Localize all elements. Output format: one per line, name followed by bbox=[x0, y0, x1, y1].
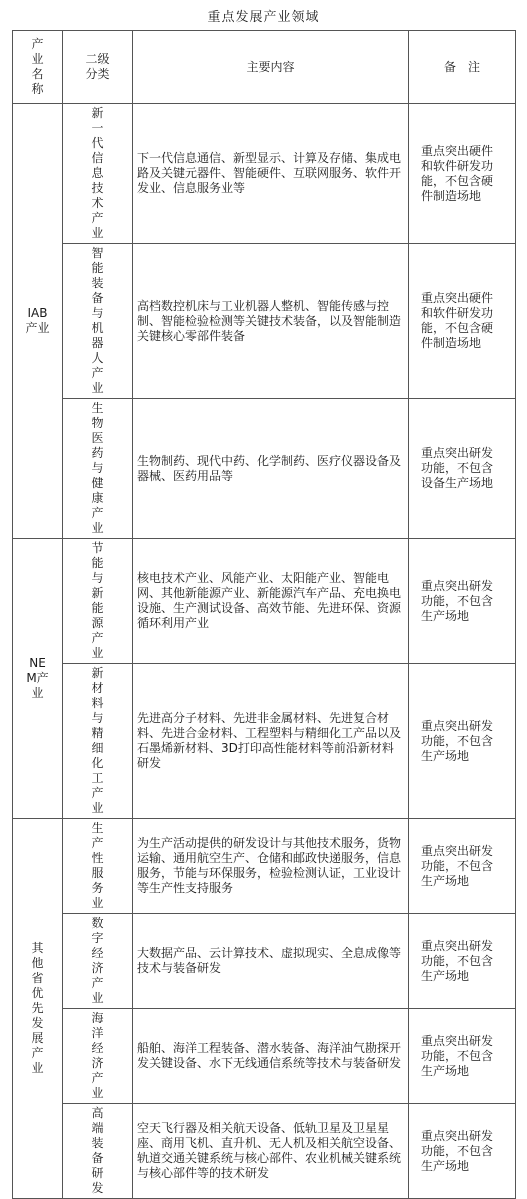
table-row bbox=[13, 664, 516, 819]
main-content: 生物制药、现代中药、化学制药、医疗仪器设备及器械、医药用品等 bbox=[133, 399, 409, 539]
sub-category: 新一代信息技术产业 bbox=[63, 104, 133, 244]
sub-category: 数字经济产业 bbox=[63, 914, 133, 1009]
header-content: 主要内容 bbox=[133, 31, 409, 104]
sub-category: 智能装备与机器人产业 bbox=[63, 244, 133, 399]
main-content: 核电技术产业、风能产业、太阳能产业、智能电网、其他新能源产业、新能源汽车产品、充电换电设施、生产测试设备、高效节能、先进环保、资源循环利用产业 bbox=[133, 539, 409, 664]
sub-category: 海洋经济产业 bbox=[63, 1009, 133, 1104]
note: 重点突出硬件和软件研发功能，不包含硬件制造场地 bbox=[409, 104, 516, 244]
table-row bbox=[13, 244, 516, 399]
table-row bbox=[13, 914, 516, 1009]
table-row bbox=[13, 1104, 516, 1199]
table-row bbox=[13, 104, 516, 244]
note: 重点突出研发功能，不包含生产场地 bbox=[409, 819, 516, 914]
group-name-nem: NEM产业 bbox=[13, 539, 63, 819]
table-row bbox=[13, 1009, 516, 1104]
note: 重点突出研发功能，不包含设备生产场地 bbox=[409, 399, 516, 539]
main-content: 空天飞行器及相关航天设备、低轨卫星及卫星星座、商用飞机、直升机、无人机及相关航空设备、轨道交通关键系统与核心部件、农业机械关键系统与核心部件等的技术研发 bbox=[133, 1104, 409, 1199]
sub-category: 节能与新能源产业 bbox=[63, 539, 133, 664]
header-industry: 产业名称 bbox=[13, 31, 63, 104]
group-name-iab: IAB产业 bbox=[13, 104, 63, 539]
header-note: 备 注 bbox=[409, 31, 516, 104]
sub-category: 高端装备研发 bbox=[63, 1104, 133, 1199]
main-content: 高档数控机床与工业机器人整机、智能传感与控制、智能检验检测等关键技术装备，以及智能制造关键核心零部件装备 bbox=[133, 244, 409, 399]
main-content: 为生产活动提供的研发设计与其他技术服务，货物运输、通用航空生产、仓储和邮政快递服务，信息服务，节能与环保服务，检验检测认证，工业设计等生产性支持服务 bbox=[133, 819, 409, 914]
note: 重点突出硬件和软件研发功能，不包含硬件制造场地 bbox=[409, 244, 516, 399]
note: 重点突出研发功能，不包含生产场地 bbox=[409, 914, 516, 1009]
table-row bbox=[13, 539, 516, 664]
table-header-row bbox=[13, 31, 516, 104]
industry-table bbox=[12, 30, 516, 1199]
page-title: 重点发展产业领域 bbox=[207, 10, 320, 25]
sub-category: 生物医药与健康产业 bbox=[63, 399, 133, 539]
header-sub: 二级分类 bbox=[63, 31, 133, 104]
sub-category: 新材料与精细化工产业 bbox=[63, 664, 133, 819]
main-content: 大数据产品、云计算技术、虚拟现实、全息成像等技术与装备研发 bbox=[133, 914, 409, 1009]
note: 重点突出研发功能，不包含生产场地 bbox=[409, 1104, 516, 1199]
sub-category: 生产性服务业 bbox=[63, 819, 133, 914]
main-content: 船舶、海洋工程装备、潜水装备、海洋油气勘探开发关键设备、水下无线通信系统等技术与装备研发 bbox=[133, 1009, 409, 1104]
group-name-other: 其他省优先发展产业 bbox=[13, 819, 63, 1199]
table-row bbox=[13, 819, 516, 914]
note: 重点突出研发功能，不包含生产场地 bbox=[409, 664, 516, 819]
note: 重点突出研发功能，不包含生产场地 bbox=[409, 539, 516, 664]
main-content: 下一代信息通信、新型显示、计算及存储、集成电路及关键元器件、智能硬件、互联网服务、软件开发业、信息服务业等 bbox=[133, 104, 409, 244]
note: 重点突出研发功能，不包含生产场地 bbox=[409, 1009, 516, 1104]
table-row bbox=[13, 399, 516, 539]
main-content: 先进高分子材料、先进非金属材料、先进复合材料、先进合金材料、工程塑料与精细化工产品以及石墨烯新材料、3D打印高性能材料等前沿新材料研发 bbox=[133, 664, 409, 819]
